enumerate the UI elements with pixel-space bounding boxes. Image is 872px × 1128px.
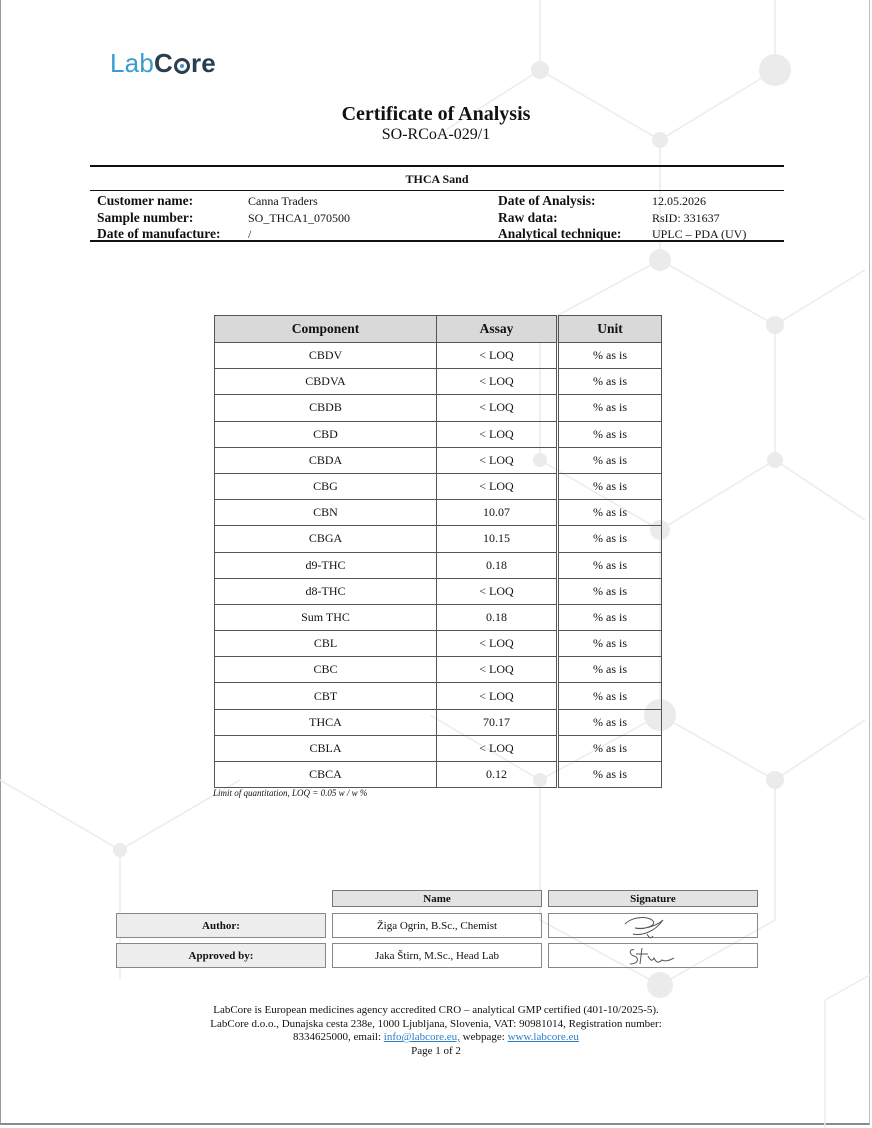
component-cell: CBDA bbox=[215, 447, 437, 473]
unit-cell: % as is bbox=[558, 421, 662, 447]
assay-cell: < LOQ bbox=[437, 343, 558, 369]
table-header-row bbox=[215, 316, 662, 343]
table-row bbox=[215, 709, 662, 735]
table-row bbox=[215, 447, 662, 473]
footer bbox=[0, 1004, 872, 1058]
unit-cell: % as is bbox=[558, 552, 662, 578]
unit-cell: % as is bbox=[558, 526, 662, 552]
unit-cell: % as is bbox=[558, 369, 662, 395]
assay-cell: < LOQ bbox=[437, 683, 558, 709]
component-cell: CBN bbox=[215, 500, 437, 526]
unit-cell: % as is bbox=[558, 657, 662, 683]
assay-cell: 10.07 bbox=[437, 500, 558, 526]
analysis-date-value: 12.05.2026 bbox=[652, 194, 706, 208]
document-title: Certificate of Analysis bbox=[341, 103, 531, 125]
table-row bbox=[215, 578, 662, 604]
unit-cell: % as is bbox=[558, 500, 662, 526]
component-cell: CBDV bbox=[215, 343, 437, 369]
assay-cell: 0.12 bbox=[437, 762, 558, 788]
approved-signature-image bbox=[624, 942, 684, 970]
assay-results-table bbox=[214, 315, 662, 788]
component-cell: CBLA bbox=[215, 735, 437, 761]
analysis-date-label: Date of Analysis: bbox=[498, 193, 596, 208]
component-cell: CBG bbox=[215, 473, 437, 499]
table-row bbox=[215, 657, 662, 683]
unit-cell: % as is bbox=[558, 735, 662, 761]
assay-cell: < LOQ bbox=[437, 578, 558, 604]
unit-cell: % as is bbox=[558, 683, 662, 709]
assay-cell: 70.17 bbox=[437, 709, 558, 735]
sample-label: Sample number: bbox=[97, 209, 194, 225]
component-cell: Sum THC bbox=[215, 604, 437, 630]
header-rule-top bbox=[90, 165, 784, 167]
webpage-link[interactable]: www.labcore.eu bbox=[507, 1031, 579, 1043]
assay-cell: < LOQ bbox=[437, 631, 558, 657]
email-link[interactable]: info@labcore.eu, bbox=[383, 1031, 460, 1043]
author-signature-cell bbox=[548, 913, 758, 938]
raw-data-label: Raw data: bbox=[498, 209, 558, 225]
footer-accreditation: LabCore is European medicines agency accredited CRO – analytical GMP certified (401-10/2025-5). bbox=[213, 1004, 659, 1016]
table-row bbox=[215, 762, 662, 788]
component-cell: CBC bbox=[215, 657, 437, 683]
table-row bbox=[215, 683, 662, 709]
table-row bbox=[215, 369, 662, 395]
raw-data-value: RsID: 331637 bbox=[652, 210, 720, 225]
assay-cell: < LOQ bbox=[437, 421, 558, 447]
name-column-header: Name bbox=[332, 890, 542, 907]
unit-cell: % as is bbox=[558, 578, 662, 604]
table-body bbox=[215, 343, 662, 788]
component-cell: CBGA bbox=[215, 526, 437, 552]
author-label: Author: bbox=[116, 913, 326, 938]
approved-name: Jaka Štirn, M.Sc., Head Lab bbox=[332, 943, 542, 968]
unit-cell: % as is bbox=[558, 447, 662, 473]
component-cell: CBL bbox=[215, 631, 437, 657]
logo-o-icon bbox=[174, 58, 190, 74]
assay-cell: < LOQ bbox=[437, 369, 558, 395]
technique-label: Analytical technique: bbox=[498, 226, 622, 241]
unit-cell: % as is bbox=[558, 395, 662, 421]
logo-core-c: C bbox=[153, 48, 173, 78]
footer-address: LabCore d.o.o., Dunajska cesta 238e, 1000 Ljubljana, Slovenia, VAT: 90981014, Registration number: bbox=[210, 1017, 662, 1030]
component-cell: d8-THC bbox=[215, 578, 437, 604]
unit-cell: % as is bbox=[558, 604, 662, 630]
loq-note: Limit of quantitation, LOQ = 0.05 w / w % bbox=[213, 788, 368, 798]
column-header-unit: Unit bbox=[558, 316, 662, 343]
assay-cell: 0.18 bbox=[437, 552, 558, 578]
table-row bbox=[215, 552, 662, 578]
unit-cell: % as is bbox=[558, 473, 662, 499]
table-row bbox=[215, 735, 662, 761]
sample-value: SO_THCA1_070500 bbox=[248, 210, 351, 225]
labcore-logo bbox=[110, 48, 216, 79]
table-row bbox=[215, 604, 662, 630]
approved-signature-cell bbox=[548, 943, 758, 968]
assay-cell: < LOQ bbox=[437, 447, 558, 473]
technique-value: UPLC – PDA (UV) bbox=[652, 227, 747, 241]
manufacture-value: / bbox=[248, 227, 252, 241]
customer-label: Customer name: bbox=[97, 193, 194, 208]
component-cell: d9-THC bbox=[215, 552, 437, 578]
unit-cell: % as is bbox=[558, 762, 662, 788]
logo-lab-text: Lab bbox=[110, 48, 154, 78]
column-header-component: Component bbox=[215, 316, 437, 343]
footer-registration: 8334625000, email: bbox=[293, 1031, 384, 1043]
header-rule-mid bbox=[90, 190, 784, 191]
table-row bbox=[215, 500, 662, 526]
assay-cell: 0.18 bbox=[437, 604, 558, 630]
table-row bbox=[215, 631, 662, 657]
page-number: Page 1 of 2 bbox=[411, 1044, 461, 1057]
table-row bbox=[215, 421, 662, 447]
footer-contact bbox=[0, 1031, 872, 1045]
table-row bbox=[215, 343, 662, 369]
signature-column-header: Signature bbox=[548, 890, 758, 907]
assay-cell: < LOQ bbox=[437, 735, 558, 761]
unit-cell: % as is bbox=[558, 709, 662, 735]
component-cell: THCA bbox=[215, 709, 437, 735]
unit-cell: % as is bbox=[558, 343, 662, 369]
document-code: SO-RCoA-029/1 bbox=[381, 126, 491, 143]
component-cell: CBDB bbox=[215, 395, 437, 421]
component-cell: CBD bbox=[215, 421, 437, 447]
author-signature-image bbox=[619, 912, 679, 942]
assay-cell: < LOQ bbox=[437, 473, 558, 499]
table-row bbox=[215, 473, 662, 499]
component-cell: CBT bbox=[215, 683, 437, 709]
assay-cell: < LOQ bbox=[437, 395, 558, 421]
unit-cell: % as is bbox=[558, 631, 662, 657]
product-name: THCA Sand bbox=[405, 172, 469, 186]
customer-value: Canna Traders bbox=[248, 194, 318, 208]
table-row bbox=[215, 526, 662, 552]
header-rule-bottom bbox=[90, 240, 784, 242]
assay-cell: 10.15 bbox=[437, 526, 558, 552]
assay-cell: < LOQ bbox=[437, 657, 558, 683]
manufacture-label: Date of manufacture: bbox=[97, 226, 221, 241]
component-cell: CBCA bbox=[215, 762, 437, 788]
column-header-assay: Assay bbox=[437, 316, 558, 343]
component-cell: CBDVA bbox=[215, 369, 437, 395]
approved-label: Approved by: bbox=[116, 943, 326, 968]
table-row bbox=[215, 395, 662, 421]
logo-core-re: re bbox=[190, 48, 216, 78]
author-name: Žiga Ogrin, B.Sc., Chemist bbox=[332, 913, 542, 938]
footer-webpage-label: webpage: bbox=[459, 1031, 508, 1043]
